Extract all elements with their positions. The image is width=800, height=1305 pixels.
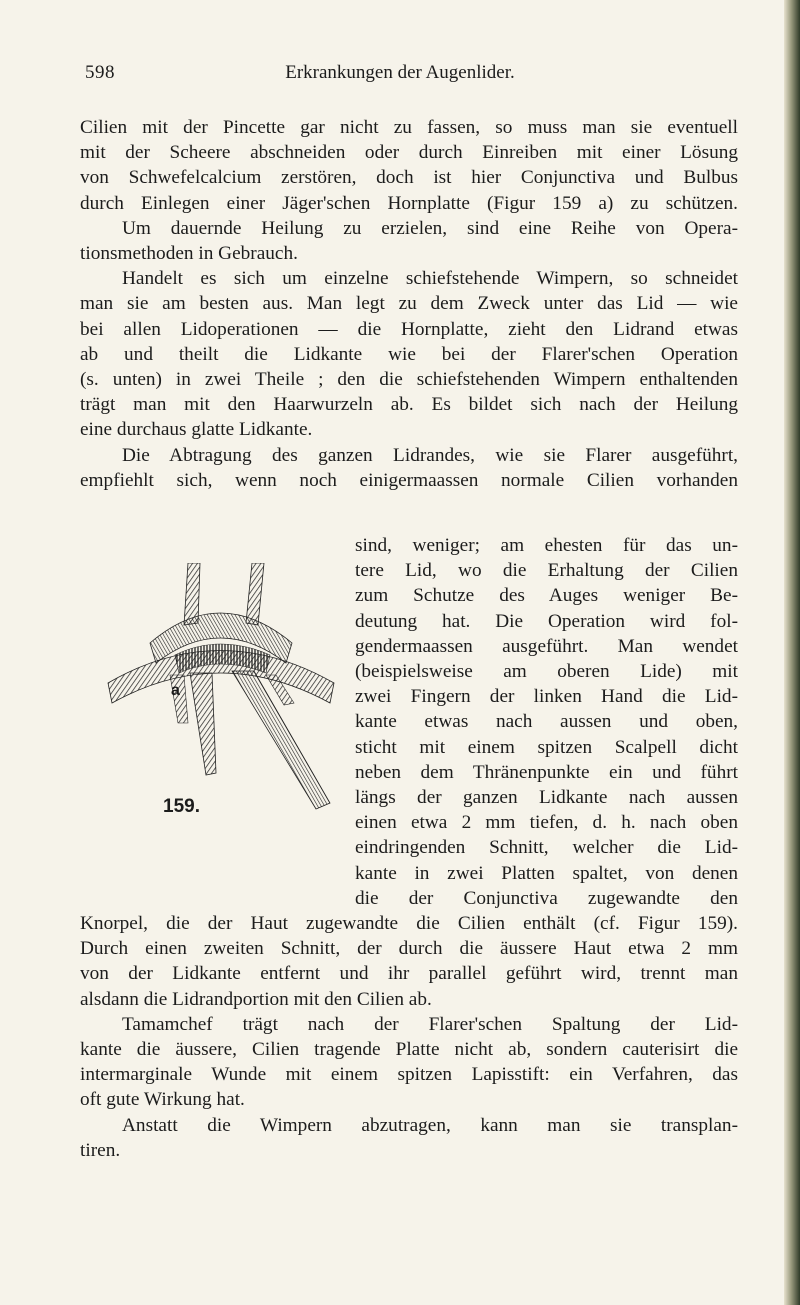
text-block-top <box>80 115 738 493</box>
text-block-bottom <box>80 911 738 1163</box>
figure-159 <box>80 563 342 825</box>
text-line: längs der ganzen Lidkante nach aussen <box>355 787 738 809</box>
text-line: Tamamchef trägt nach der Flarer'schen Spaltung der Lid- <box>122 1013 738 1035</box>
text-line: neben dem Thränenpunkte ein und führt <box>355 761 738 783</box>
text-line: eindringenden Schnitt, welcher die Lid- <box>355 837 738 859</box>
text-line: gendermaassen ausgeführt. Man wendet <box>355 635 738 657</box>
text-line: Durch einen zweiten Schnitt, der durch die äussere Haut etwa 2 mm <box>80 938 738 960</box>
figure-label: a <box>171 682 180 699</box>
text-line: mit der Scheere abschneiden oder durch Einreiben mit einer Lösung <box>80 142 738 164</box>
text-line: eine durchaus glatte Lidkante. <box>80 419 313 441</box>
text-line: Um dauernde Heilung zu erzielen, sind eine Reihe von Opera- <box>122 217 738 239</box>
text-line: sticht mit einem spitzen Scalpell dicht <box>355 736 738 758</box>
page-edge <box>784 0 800 1305</box>
text-line: von der Lidkante entfernt und ihr parallel geführt wird, trennt man <box>80 963 738 985</box>
text-line: die der Conjunctiva zugewandte den <box>355 887 738 909</box>
running-head: Erkrankungen der Augenlider. <box>285 62 515 83</box>
text-line: tiren. <box>80 1139 121 1161</box>
text-line: sind, weniger; am ehesten für das un- <box>355 535 738 556</box>
page-header <box>0 62 800 92</box>
text-line: alsdann die Lidrandportion mit den Cilien ab. <box>80 988 432 1010</box>
text-line: man sie am besten aus. Man legt zu dem Zweck unter das Lid — wie <box>80 293 738 315</box>
text-line: trägt man mit den Haarwurzeln ab. Es bildet sich nach der Heilung <box>80 394 738 416</box>
text-line: zwei Fingern der linken Hand die Lid- <box>355 686 738 708</box>
text-line: Die Abtragung des ganzen Lidrandes, wie sie Flarer ausgeführt, <box>122 444 738 466</box>
text-line: kante etwas nach aussen und oben, <box>355 711 738 733</box>
text-line: (s. unten) in zwei Theile ; den die schiefstehenden Wimpern enthaltenden <box>80 369 738 391</box>
eyelid-illustration <box>80 563 342 825</box>
text-line: durch Einlegen einer Jäger'schen Hornplatte (Figur 159 a) zu schützen. <box>80 192 738 214</box>
text-line: Anstatt die Wimpern abzutragen, kann man sie transplan- <box>122 1114 738 1136</box>
text-line: Knorpel, die der Haut zugewandte die Cilien enthält (cf. Figur 159). <box>80 913 738 934</box>
text-line: ab und theilt die Lidkante wie bei der Flarer'schen Operation <box>80 343 738 365</box>
text-line: von Schwefelcalcium zerstören, doch ist hier Conjunctiva und Bulbus <box>80 167 738 189</box>
text-line: oft gute Wirkung hat. <box>80 1089 245 1111</box>
text-line: kante in zwei Platten spaltet, von denen <box>355 862 738 884</box>
text-line: Cilien mit der Pincette gar nicht zu fassen, so muss man sie eventuell <box>80 117 738 138</box>
text-line: tionsmethoden in Gebrauch. <box>80 243 298 265</box>
text-line: zum Schutze des Auges weniger Be- <box>355 585 738 607</box>
text-line: (beispielsweise am oberen Lide) mit <box>355 661 738 683</box>
text-line: tere Lid, wo die Erhaltung der Cilien <box>355 560 738 582</box>
text-line: empfiehlt sich, wenn noch einigermaassen normale Cilien vorhanden <box>80 469 738 491</box>
text-block-beside-figure <box>355 533 738 911</box>
text-line: einen etwa 2 mm tiefen, d. h. nach oben <box>355 812 738 834</box>
text-line: Handelt es sich um einzelne schiefstehende Wimpern, so schneidet <box>122 268 738 290</box>
text-line: deutung hat. Die Operation wird fol- <box>355 610 738 632</box>
text-line: intermarginale Wunde mit einem spitzen Lapisstift: ein Verfahren, das <box>80 1064 738 1086</box>
page-number: 598 <box>85 62 115 83</box>
text-line: bei allen Lidoperationen — die Hornplatte, zieht den Lidrand etwas <box>80 318 738 340</box>
figure-caption: 159. <box>163 796 200 817</box>
text-line: kante die äussere, Cilien tragende Platte nicht ab, sondern cauterisirt die <box>80 1039 738 1061</box>
